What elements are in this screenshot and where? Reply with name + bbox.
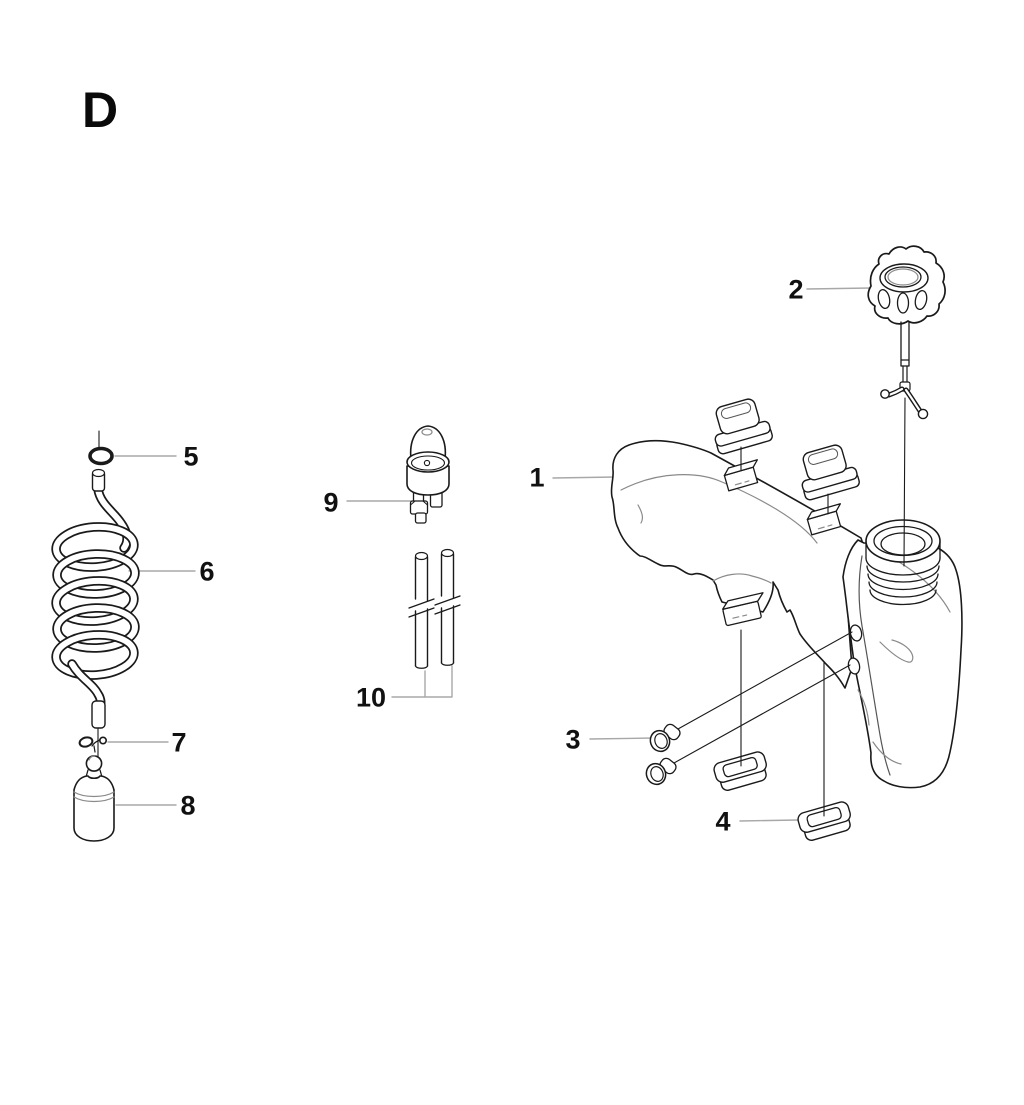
plug-upper [647, 722, 682, 754]
callout-3: 3 [565, 724, 581, 755]
o-ring [90, 431, 112, 464]
callout-5: 5 [183, 441, 199, 472]
fuel-hose-coil [55, 470, 136, 729]
hose-clip [79, 728, 107, 759]
callout-6: 6 [199, 556, 215, 587]
callout-9: 9 [323, 487, 339, 518]
section-label: D [81, 82, 119, 138]
callout-1: 1 [529, 462, 545, 493]
tank-filler-lobe [843, 520, 962, 788]
buffer-top-left [707, 395, 774, 455]
fuel-filter [74, 756, 114, 841]
callout-4: 4 [715, 806, 731, 837]
plug-lower [643, 756, 678, 787]
callout-8: 8 [180, 790, 196, 821]
callout-10: 10 [355, 682, 387, 713]
foot-right [796, 800, 854, 842]
buffer-top-right [794, 441, 861, 501]
fuel-pipes [409, 550, 460, 669]
primer-bulb [407, 426, 449, 523]
callout-2: 2 [788, 274, 804, 305]
callout-7: 7 [171, 727, 187, 758]
fuel-cap [868, 246, 945, 566]
